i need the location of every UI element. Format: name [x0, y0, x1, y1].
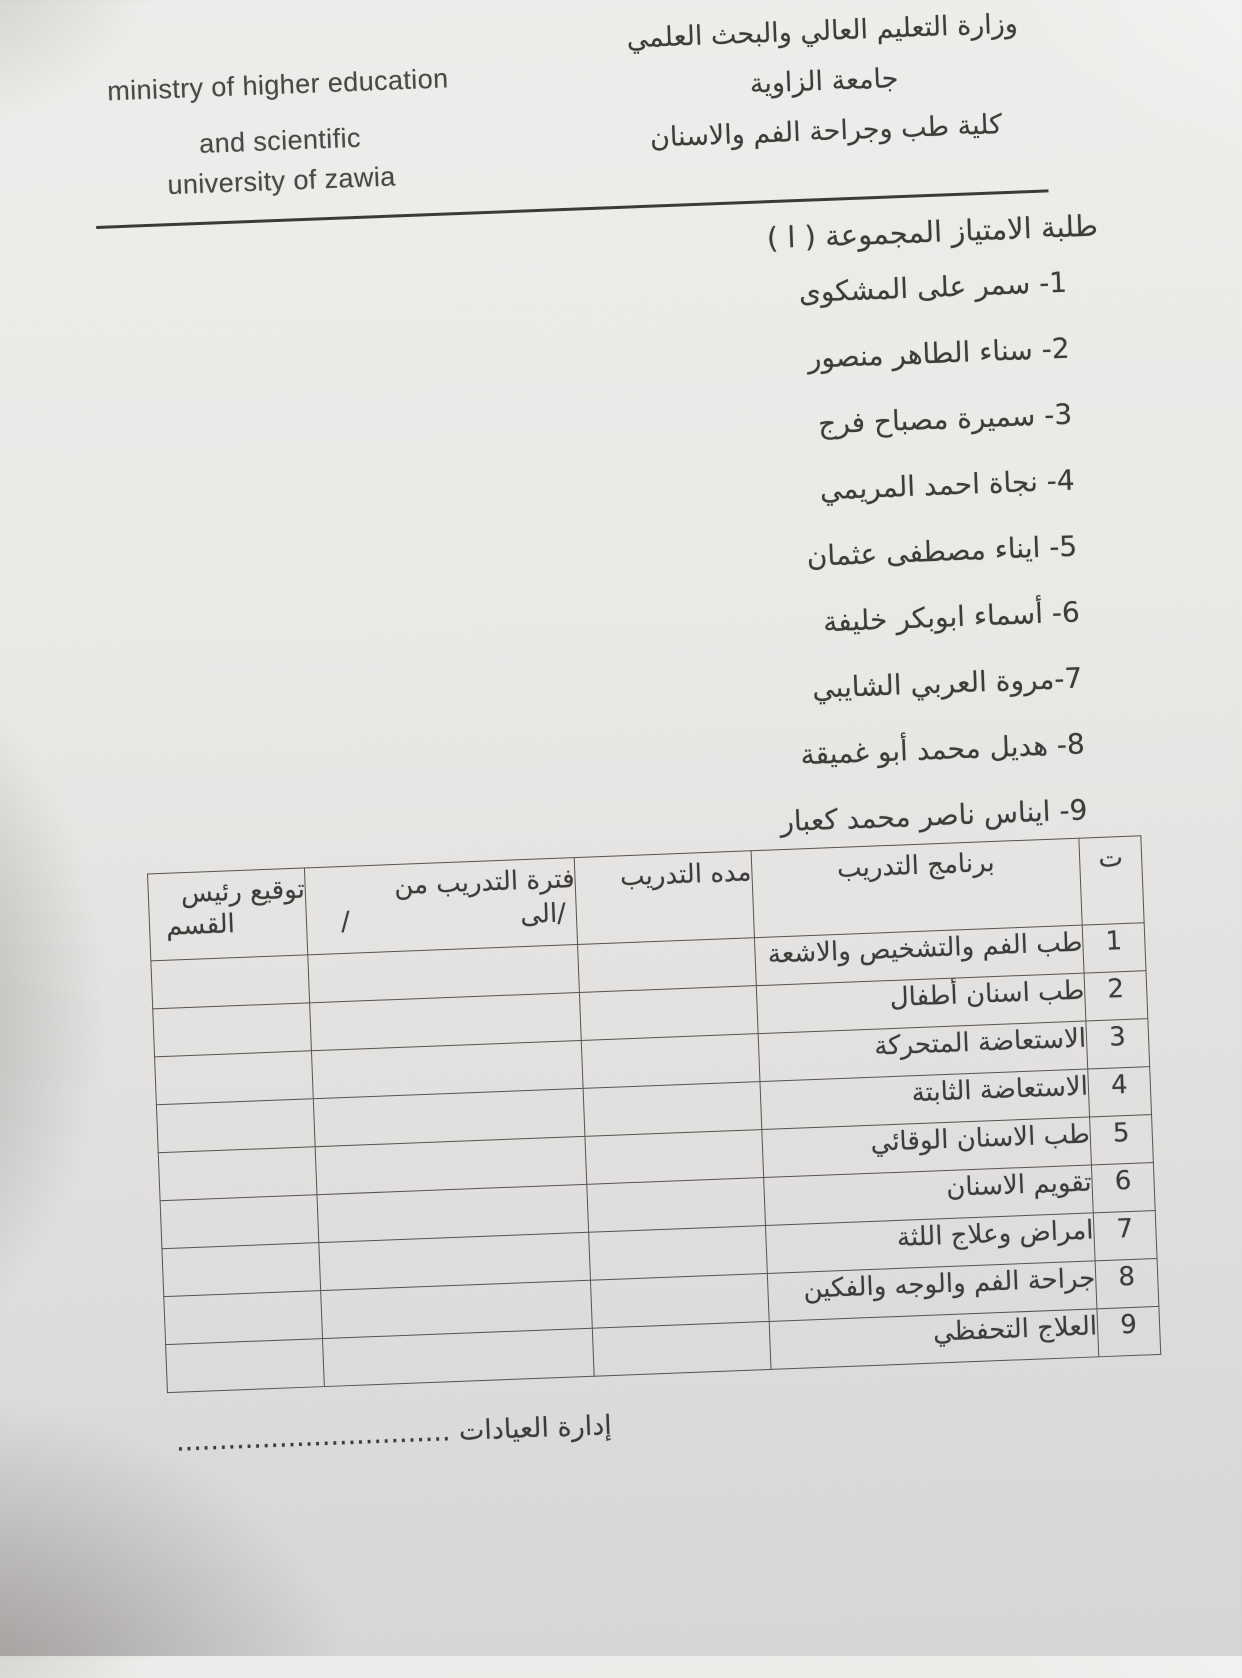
col-header-program: برنامج التدريب [751, 838, 1082, 938]
signature-cell-empty [151, 955, 310, 1009]
arabic-ministry-line: وزارة التعليم العالي والبحث العلمي [626, 8, 1019, 55]
duration-cell-empty [579, 986, 758, 1041]
col-header-index: ت [1079, 836, 1144, 925]
duration-cell-empty [590, 1273, 769, 1328]
student-list [759, 250, 1089, 855]
student-item: 5- ايناء مصطفى عثمان [806, 529, 1078, 573]
student-item: 3- سميرة مصباح فرج [817, 397, 1073, 441]
signature-cell-empty [160, 1195, 319, 1249]
student-item: 1- سمر على المشكوى [798, 265, 1068, 310]
row-program-cell: طب الاسنان الوقائي [762, 1117, 1092, 1178]
row-program-cell: الاستعاضة الثابتة [760, 1069, 1090, 1130]
english-university-line: university of zawia [166, 161, 397, 201]
signature-cell-empty [156, 1099, 315, 1153]
row-index-cell: 6 [1091, 1163, 1155, 1213]
student-item: 8- هديل محمد أبو غميقة [799, 727, 1086, 772]
period-from-label: فترة التدريب من [393, 864, 576, 901]
signature-label-line1: توقيع رئيس [180, 874, 306, 910]
row-program-cell: طب اسنان أطفال [756, 973, 1086, 1034]
duration-cell-empty [589, 1225, 768, 1280]
row-index-cell: 1 [1082, 923, 1146, 973]
row-index-cell: 5 [1090, 1115, 1154, 1165]
student-item: 9- ايناس ناصر محمد كعبار [779, 793, 1088, 839]
section-title: طلبة الامتياز المجموعة ( ا ) [766, 208, 1099, 256]
col-header-duration: مده التدريب [574, 851, 754, 945]
signature-cell-empty [153, 1003, 312, 1057]
clinics-admin-label: إدارة العيادات [458, 1410, 613, 1447]
duration-cell-empty [587, 1178, 766, 1233]
student-item: 4- نجاة احمد المريمي [819, 463, 1076, 507]
student-item: 7-مروة العربي الشايبي [811, 661, 1083, 705]
col-header-period [304, 858, 577, 955]
period-cell-empty [323, 1328, 595, 1386]
signature-cell-empty [164, 1291, 323, 1345]
student-item: 6- أسماء ابوبكر خليفة [822, 595, 1081, 639]
footer-line [175, 1406, 728, 1458]
signature-cell-empty [155, 1051, 314, 1105]
row-index-cell: 4 [1088, 1067, 1152, 1117]
col-header-signature [148, 868, 308, 961]
row-index-cell: 9 [1097, 1306, 1161, 1356]
student-item: 2- سناء الطاهر منصور [807, 331, 1071, 375]
signature-cell-empty [166, 1339, 325, 1393]
duration-cell-empty [585, 1130, 764, 1185]
row-index-cell: 7 [1093, 1211, 1157, 1261]
period-to-text: /الى [519, 898, 567, 931]
row-program-cell: امراض وعلاج اللثة [765, 1213, 1095, 1274]
arabic-university-line: جامعة الزاوية [749, 63, 899, 100]
signature-cell-empty [158, 1147, 317, 1201]
arabic-letterhead [595, 0, 1052, 166]
signature-label-line2: القسم [165, 909, 236, 942]
period-to-label [306, 898, 576, 938]
english-scientific-line: and scientific [198, 122, 362, 159]
row-program-cell: العلاج التحفظي [769, 1309, 1099, 1370]
arabic-college-line: كلية طب وجراحة الفم والاسنان [649, 109, 1003, 154]
training-programs-table [147, 835, 1161, 1393]
english-letterhead [85, 63, 474, 209]
row-program-cell: الاستعاضة المتحركة [758, 1021, 1088, 1082]
row-index-cell: 2 [1084, 971, 1148, 1021]
row-index-cell: 8 [1095, 1258, 1159, 1308]
row-program-cell: طب الفم والتشخيص والاشعة [754, 925, 1084, 986]
row-index-cell: 3 [1086, 1019, 1150, 1069]
duration-cell-empty [578, 938, 757, 993]
period-slash: / [340, 906, 351, 938]
row-program-cell: تقويم الاسنان [764, 1165, 1094, 1226]
english-ministry-line: ministry of higher education [106, 63, 449, 107]
duration-cell-empty [592, 1321, 771, 1376]
duration-cell-empty [583, 1082, 762, 1137]
signature-cell-empty [162, 1243, 321, 1297]
row-program-cell: جراحة الفم والوجه والفكين [767, 1261, 1097, 1322]
signature-dotted-line: ................................ [175, 1416, 451, 1458]
duration-cell-empty [581, 1034, 760, 1089]
